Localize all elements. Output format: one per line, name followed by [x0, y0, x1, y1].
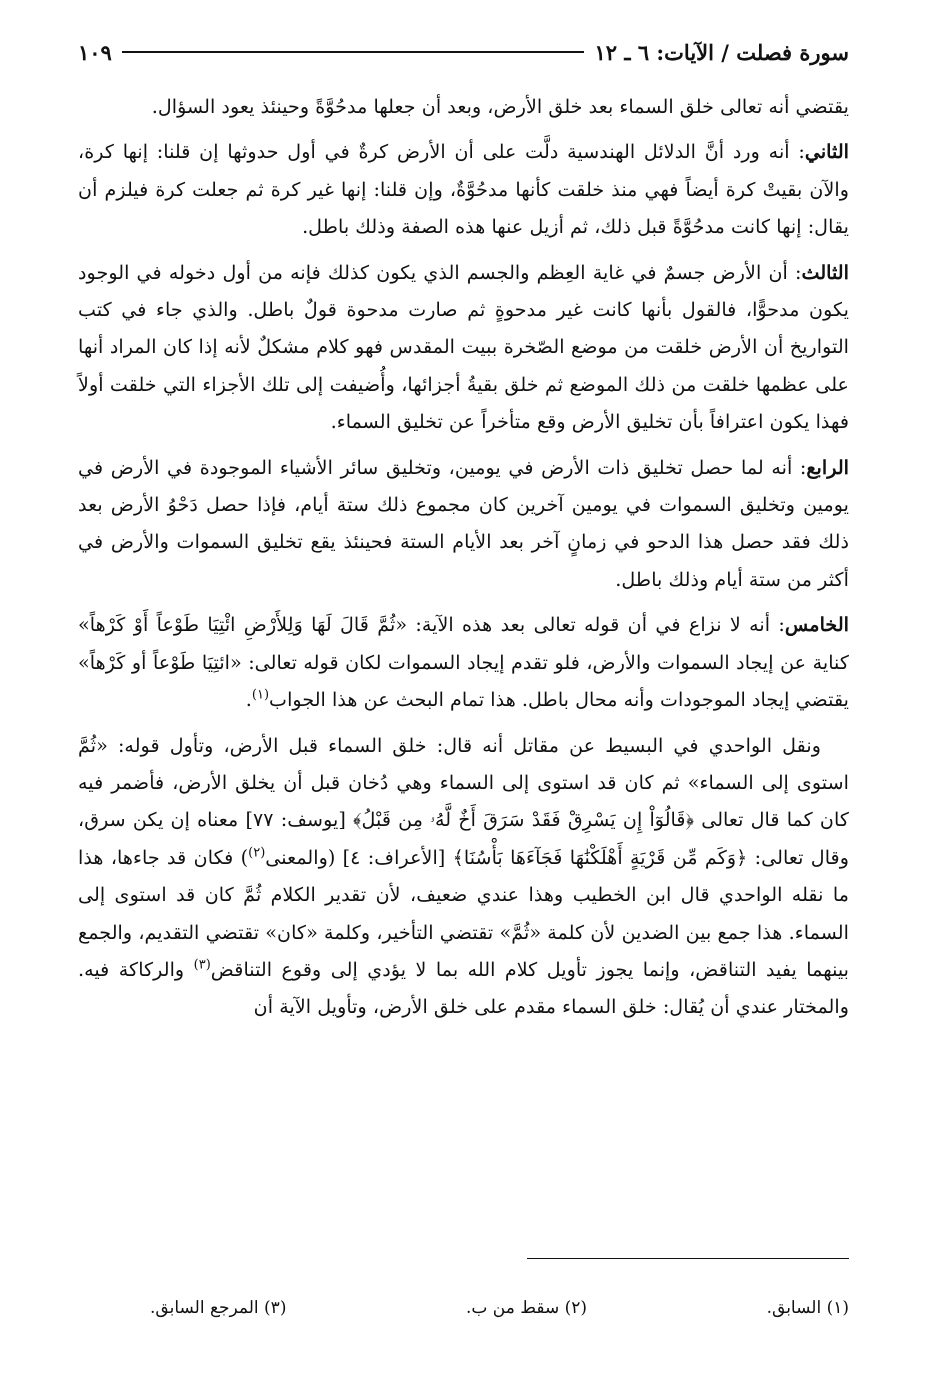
footnote-item: (٣) المرجع السابق. [150, 1298, 287, 1318]
paragraph-lead: الخامس [784, 613, 849, 637]
footnote-ref: (٢) [248, 845, 266, 861]
paragraph-text: ونقل الواحدي في البسيط عن مقاتل أنه قال: خلق السماء قبل الأرض، وتأول قوله: «ثُمَّ استوى إلى السماء» ثم كان قد استوى إلى السماء وهي دُخان قبل أن يخلق الأرض، فأضمر فيه كان كما قال تعالى ﴿قَالُوٓاْ إِن يَسْرِقْ فَقَدْ سَرَقَ أَخٌ لَّهُۥ مِن قَبْلُ﴾ [يوسف: ٧٧] معناه إن يكن سرق، وقال تعالى: ﴿وَكَم مِّن قَرْيَةٍ أَهْلَكْنَٰهَا فَجَآءَهَا بَأْسُنَا﴾ [الأعراف: ٤] (والمعنى [78, 733, 849, 869]
running-head [78, 38, 849, 66]
paragraph-tail: ) فكان قد جاءها، هذا ما نقله الواحدي قال ابن الخطيب وهذا عندي ضعيف، لأن تقدير الكلام ثُمَّ كان قد استوى إلى السماء. هذا جمع بين الضدين لأن كلمة «ثُمَّ» تقتضي التأخير، وكلمة «كان» تقتضي التقديم، والجمع بينهما يفيد التناقض، وإنما يجوز تأويل كلام الله بما لا يؤدي إلى وقوع التناقض [78, 845, 849, 981]
paragraph-tail: . [245, 688, 252, 712]
paragraph [78, 606, 849, 718]
paragraph-lead: الثاني [804, 140, 849, 164]
footnote-ref: (١) [251, 687, 270, 703]
paragraph-text: : أن الأرض جسمٌ في غاية العِظم والجسم الذي يكون كذلك فإنه من أول دخوله في الوجود يكون مدحوًّا، فالقول بأنها كانت غير مدحوةٍ ثم صارت مدحوة قولٌ باطل. والذي جاء في كتب التواريخ أن الأرض خلقت من موضع الصّخرة ببيت المقدس فهو كلام مشكلٌ لأنه إذا كان المراد أنها على عظمها خلقت من ذلك الموضع ثم خلق بقيةُ أجزائها، وأُضيفت إلى تلك الأجزاء التي خلقت أولاً فهذا يكون اعترافاً بأن تخليق الأرض وقع متأخراً عن تخليق السماء. [78, 260, 849, 434]
footnote-ref: (٣) [193, 957, 211, 973]
page-number: ١٠٩ [78, 39, 112, 65]
paragraph [78, 133, 849, 245]
paragraph [78, 88, 849, 125]
header-title: سورة فصلت / الآيات: ٦ ـ ١٢ [594, 39, 849, 65]
paragraph-text: : أنه لما حصل تخليق ذات الأرض في يومين، وتخليق سائر الأشياء الموجودة في الأرض في يومين وتخليق السموات في يومين آخرين كان مجموع ذلك ستة أيام، فإذا حصل دَحْوُ الأرض بعد ذلك فقد حصل هذا الدحو في زمانٍ آخر بعد الأيام الستة فحينئذ يقع تخليق السموات والأرض في أكثر من ستة أيام وذلك باطل. [78, 455, 849, 591]
paragraph-text: : أنه لا نزاع في أن قوله تعالى بعد هذه الآية: «ثُمَّ قَالَ لَهَا وَلِلأَرْضِ ائْتِيَا طَوْعاً أَوْ كَرْهاً» كناية عن إيجاد السموات والأرض، فلو تقدم إيجاد السموات لكان قوله تعالى: «ائتِيَا طَوْعاً أو كَرْهاً» يقتضي إيجاد الموجودات وأنه محال باطل. هذا تمام البحث عن هذا الجواب [78, 613, 849, 712]
paragraph [78, 449, 849, 599]
footnote-item: (١) السابق. [766, 1298, 849, 1318]
header-rule [122, 51, 585, 53]
footnote-rule [527, 1258, 849, 1259]
paragraph-text: يقتضي أنه تعالى خلق السماء بعد خلق الأرض، وبعد أن جعلها مدحُوَّةً وحينئذ يعود السؤال. [151, 95, 849, 118]
main-text [78, 88, 849, 1026]
paragraph-tail: والركاكة فيه. والمختار عندي أن يُقال: خلق السماء مقدم على خلق الأرض، وتأويل الآية أن [78, 957, 849, 1019]
paragraph-lead: الثالث [801, 260, 849, 284]
paragraph [78, 727, 849, 1026]
paragraph [78, 254, 849, 441]
paragraph-lead: الرابع [806, 455, 849, 479]
paragraph-text: : أنه ورد أنَّ الدلائل الهندسية دلَّت على أن الأرض كرةٌ في أول حدوثها إن قلنا: إنها كرة، والآن بقيتْ كرة أيضاً فهي منذ خلقت كأنها مدحُوَّةٌ، وإن قلنا: إنها غير كرة ثم جعلت كرة فيلزم أن يقال: إنها كانت مدحُوَّةً قبل ذلك، ثم أزيل عنها هذه الصفة وذلك باطل. [78, 140, 849, 239]
footnotes [150, 1298, 849, 1318]
footnote-item: (٢) سقط من ب. [466, 1298, 588, 1318]
